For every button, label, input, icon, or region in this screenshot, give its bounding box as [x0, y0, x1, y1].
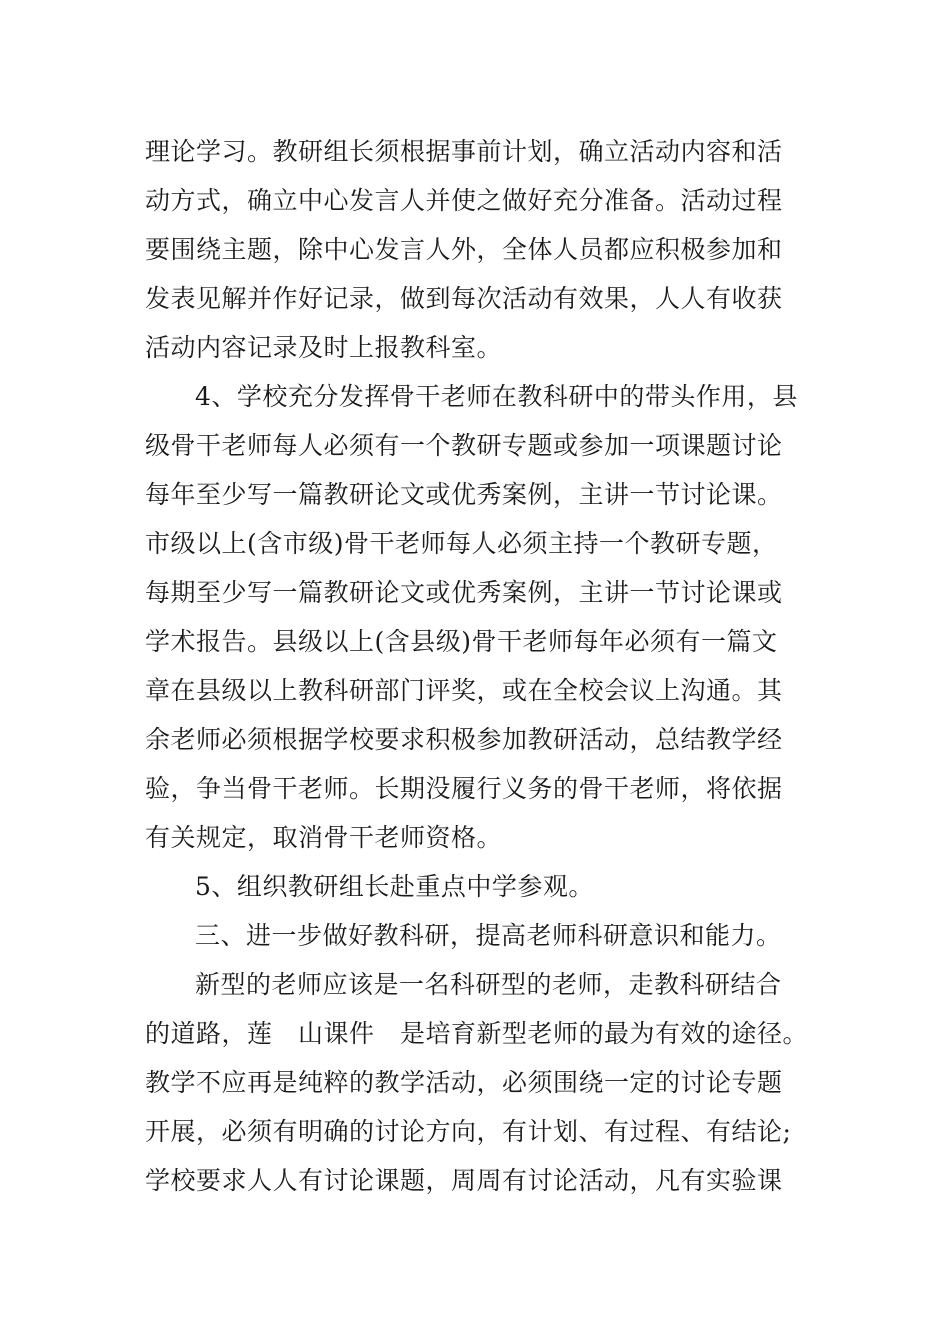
text-line: 4、学校充分发挥骨干老师在教科研中的带头作用，县	[195, 382, 798, 411]
text-line: 三、进一步做好教科研，提高老师科研意识和能力。	[195, 921, 782, 950]
document-body	[145, 127, 815, 1205]
text-line: 开展，必须有明确的讨论方向，有计划、有过程、有结论;	[145, 1117, 792, 1146]
text-line: 级骨干老师每人必须有一个教研专题或参加一项课题讨论	[145, 431, 783, 460]
text-line: 余老师必须根据学校要求积极参加教研活动，总结教学经	[145, 725, 783, 754]
text-line: 理论学习。教研组长须根据事前计划，确立活动内容和活	[145, 137, 783, 166]
text-line: 的道路，莲 山课件 是培育新型老师的最为有效的途径。	[145, 1019, 809, 1048]
text-line: 要围绕主题，除中心发言人外，全体人员都应积极参加和	[145, 235, 783, 264]
text-line: 学校要求人人有讨论课题，周周有讨论活动，凡有实验课	[145, 1166, 783, 1195]
text-line: 活动内容记录及时上报教科室。	[145, 333, 503, 362]
text-line: 教学不应再是纯粹的教学活动，必须围绕一定的讨论专题	[145, 1068, 783, 1097]
text-line: 每期至少写一篇教研论文或优秀案例，主讲一节讨论课或	[145, 578, 783, 607]
text-line: 动方式，确立中心发言人并使之做好充分准备。活动过程	[145, 186, 783, 215]
text-line: 5、组织教研组长赴重点中学参观。	[195, 872, 594, 901]
text-line: 每年至少写一篇教研论文或优秀案例，主讲一节讨论课。	[145, 480, 783, 509]
text-line: 发表见解并作好记录，做到每次活动有效果，人人有收获	[145, 284, 783, 313]
text-line: 新型的老师应该是一名科研型的老师，走教科研结合	[195, 970, 782, 999]
text-line: 章在县级以上教科研部门评奖，或在全校会议上沟通。其	[145, 676, 783, 705]
text-line: 学术报告。县级以上(含县级)骨干老师每年必须有一篇文	[145, 627, 778, 656]
text-line: 验，争当骨干老师。长期没履行义务的骨干老师，将依据	[145, 774, 783, 803]
text-line: 市级以上(含市级)骨干老师每人必须主持一个教研专题，	[145, 529, 778, 558]
text-line: 有关规定，取消骨干老师资格。	[145, 823, 503, 852]
